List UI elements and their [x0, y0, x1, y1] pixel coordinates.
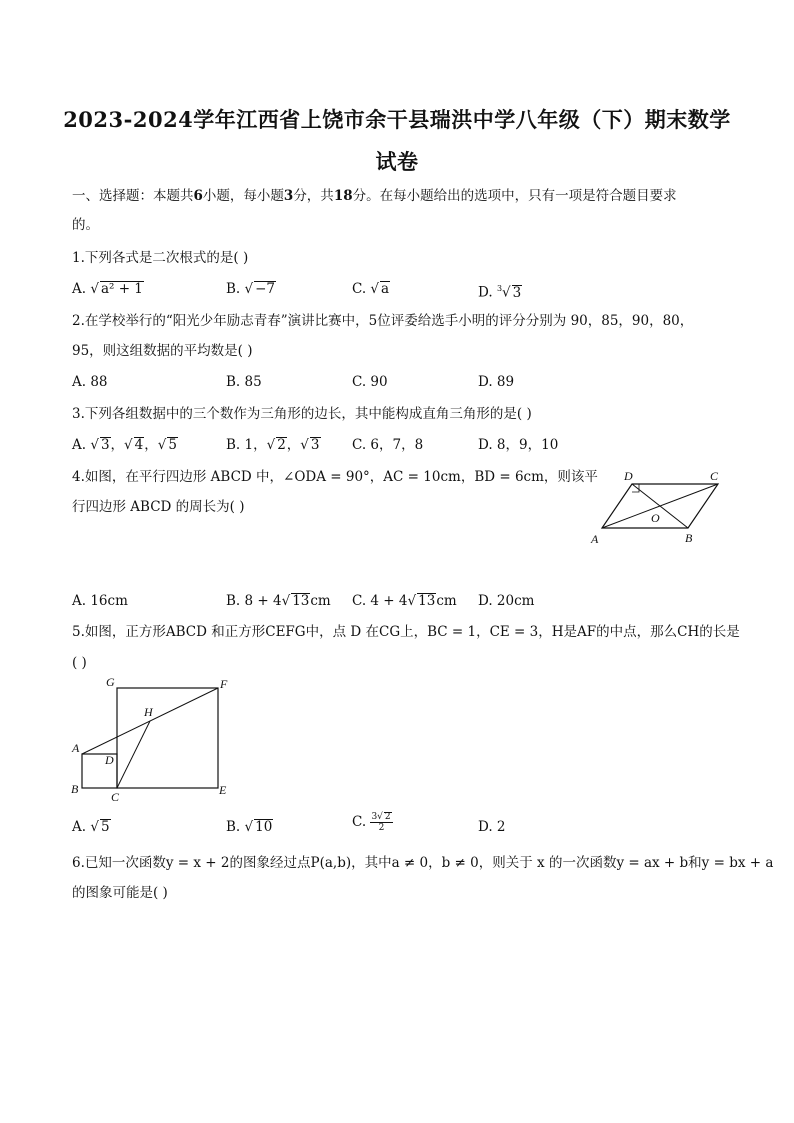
- q5-c-num-radicand: 2: [384, 812, 391, 822]
- q3-a-label: A.: [72, 437, 87, 453]
- q3-a-radicand-1: 3: [100, 437, 110, 453]
- q1-a-label: A.: [72, 281, 87, 297]
- q5-square-cefg: [117, 688, 218, 788]
- q3-b-label: B. 1，: [226, 437, 267, 453]
- q3-option-d[interactable]: D. 8，9，10: [478, 437, 559, 453]
- q5-label-e: E: [219, 783, 227, 797]
- q5-stem-line1: 5.如图，正方形ABCD 和正方形CEFG中，点 D 在CG上，BC = 1，CE = 3，H是AF的中点，那么CH的长是: [72, 624, 740, 640]
- section-total: 18: [333, 188, 353, 204]
- section-suffix: 分。在每小题给出的选项中，只有一项是符合题目要求: [352, 188, 677, 204]
- q1-option-b[interactable]: B. √ −7: [226, 281, 276, 297]
- q3-a-radicand-3: 5: [168, 437, 177, 453]
- q4-label-c: C: [710, 469, 719, 483]
- q3-option-b[interactable]: B. 1，√ 2，√ 3: [226, 437, 320, 453]
- q5-label-f: F: [220, 677, 228, 691]
- q5-label-a: A: [72, 741, 80, 755]
- q6-stem-line2: 的图象可能是( ): [72, 885, 168, 901]
- q5-a-radicand: 5: [100, 819, 110, 835]
- q3-option-c[interactable]: C. 6，7，8: [352, 437, 424, 453]
- q1-d-radicand: 3: [512, 284, 522, 301]
- q2-stem-line1: 2.在学校举行的“阳光少年励志青春”演讲比赛中，5位评委给选手小明的评分分别为 90，85，90，80，: [72, 313, 694, 329]
- section-header-line2: 的。: [72, 217, 99, 233]
- q4-c-radicand: 13: [418, 593, 436, 609]
- q2-option-d[interactable]: D. 89: [478, 374, 515, 390]
- q1-c-label: C.: [352, 281, 367, 297]
- q3-option-a[interactable]: A. √ 3，√ 4，√ 5: [72, 437, 177, 453]
- section-mid2: 分，共: [293, 188, 334, 204]
- q5-b-label: B.: [226, 819, 241, 835]
- q2-option-b[interactable]: B. 85: [226, 374, 262, 390]
- q1-option-c[interactable]: C. √ a: [352, 281, 390, 297]
- q5-squares-figure: [66, 674, 242, 804]
- q4-diagonal-bd: [632, 484, 688, 528]
- q3-b-radicand-2: 3: [310, 437, 320, 453]
- q5-a-label: A.: [72, 819, 87, 835]
- q5-b-radicand: 10: [255, 819, 273, 835]
- q5-c-label: C.: [352, 814, 367, 830]
- q4-b-radicand: 13: [292, 593, 310, 609]
- q1-d-index: 3: [496, 284, 503, 293]
- q6-stem-line1: 6.已知一次函数y = x + 2的图象经过点P(a,b)，其中a ≠ 0，b ≠ 0，则关于 x 的一次函数y = ax + b和y = bx + a: [72, 855, 774, 871]
- q1-option-d[interactable]: D. $^3$√ 3: [478, 284, 522, 301]
- q5-segment-ch: [117, 721, 150, 788]
- q1-stem: 1.下列各式是二次根式的是( ): [72, 250, 249, 266]
- q5-label-g: G: [106, 675, 115, 689]
- q4-stem-line1: 4.如图，在平行四边形 ABCD 中，∠ODA = 90°，AC = 10cm，BD = 6cm，则该平: [72, 469, 598, 485]
- q5-c-numerator: 3√ 2: [371, 812, 391, 822]
- page-title: 2023-2024学年江西省上饶市余干县瑞洪中学八年级（下）期末数学: [63, 107, 731, 132]
- q2-option-a[interactable]: A. 88: [72, 374, 108, 390]
- q5-c-num-coef: 3: [371, 812, 378, 822]
- page-title-line2: 试卷: [375, 149, 419, 174]
- q4-option-b[interactable]: B. 8 + 4√ 13cm: [226, 593, 331, 609]
- q4-c-unit: cm: [436, 593, 457, 609]
- q4-stem-line2: 行四边形 ABCD 的周长为( ): [72, 499, 245, 515]
- section-points-each: 3: [283, 188, 294, 204]
- q5-c-denominator: 2: [378, 823, 385, 833]
- q1-a-radicand: a² + 1: [100, 281, 143, 297]
- q4-label-o: O: [651, 511, 660, 525]
- q5-stem-line2: ( ): [72, 655, 87, 671]
- q5-option-d[interactable]: D. 2: [478, 819, 506, 835]
- q4-label-d: D: [624, 469, 633, 483]
- q5-label-b: B: [71, 782, 79, 796]
- q4-label-a: A: [591, 532, 599, 546]
- q5-label-h: H: [144, 705, 153, 719]
- q4-b-prefix: B. 8 + 4: [226, 593, 282, 609]
- q2-option-c[interactable]: C. 90: [352, 374, 388, 390]
- q4-parallelogram-figure: [588, 466, 728, 548]
- q3-b-radicand-1: 2: [277, 437, 286, 453]
- q3-a-radicand-2: 4: [134, 437, 144, 453]
- q4-option-c[interactable]: C. 4 + 4√ 13cm: [352, 593, 457, 609]
- q5-label-c: C: [111, 790, 120, 804]
- q3-stem: 3.下列各组数据中的三个数作为三角形的边长，其中能构成直角三角形的是( ): [72, 406, 532, 422]
- q1-option-a[interactable]: A. √ a² + 1: [72, 281, 143, 297]
- q2-stem-line2: 95，则这组数据的平均数是( ): [72, 343, 253, 359]
- q4-c-prefix: C. 4 + 4: [352, 593, 408, 609]
- q5-option-b[interactable]: B. √ 10: [226, 819, 273, 835]
- section-mid1: 小题，每小题: [202, 188, 284, 204]
- q4-label-b: B: [685, 531, 693, 545]
- q4-option-a[interactable]: A. 16cm: [72, 593, 128, 609]
- section-header: [72, 187, 677, 205]
- q5-c-fraction: [370, 812, 392, 833]
- q5-option-c[interactable]: [352, 812, 393, 833]
- q1-c-radicand: a: [381, 281, 390, 297]
- q5-label-d: D: [105, 753, 114, 767]
- section-n-questions: 6: [193, 188, 203, 204]
- q4-b-unit: cm: [310, 593, 331, 609]
- q4-option-d[interactable]: D. 20cm: [478, 593, 535, 609]
- q1-d-label: D.: [478, 284, 493, 301]
- q1-b-radicand: −7: [255, 281, 276, 297]
- q5-option-a[interactable]: A. √ 5: [72, 819, 110, 835]
- q1-b-label: B.: [226, 281, 241, 297]
- section-prefix: 一、选择题：本题共: [72, 188, 194, 204]
